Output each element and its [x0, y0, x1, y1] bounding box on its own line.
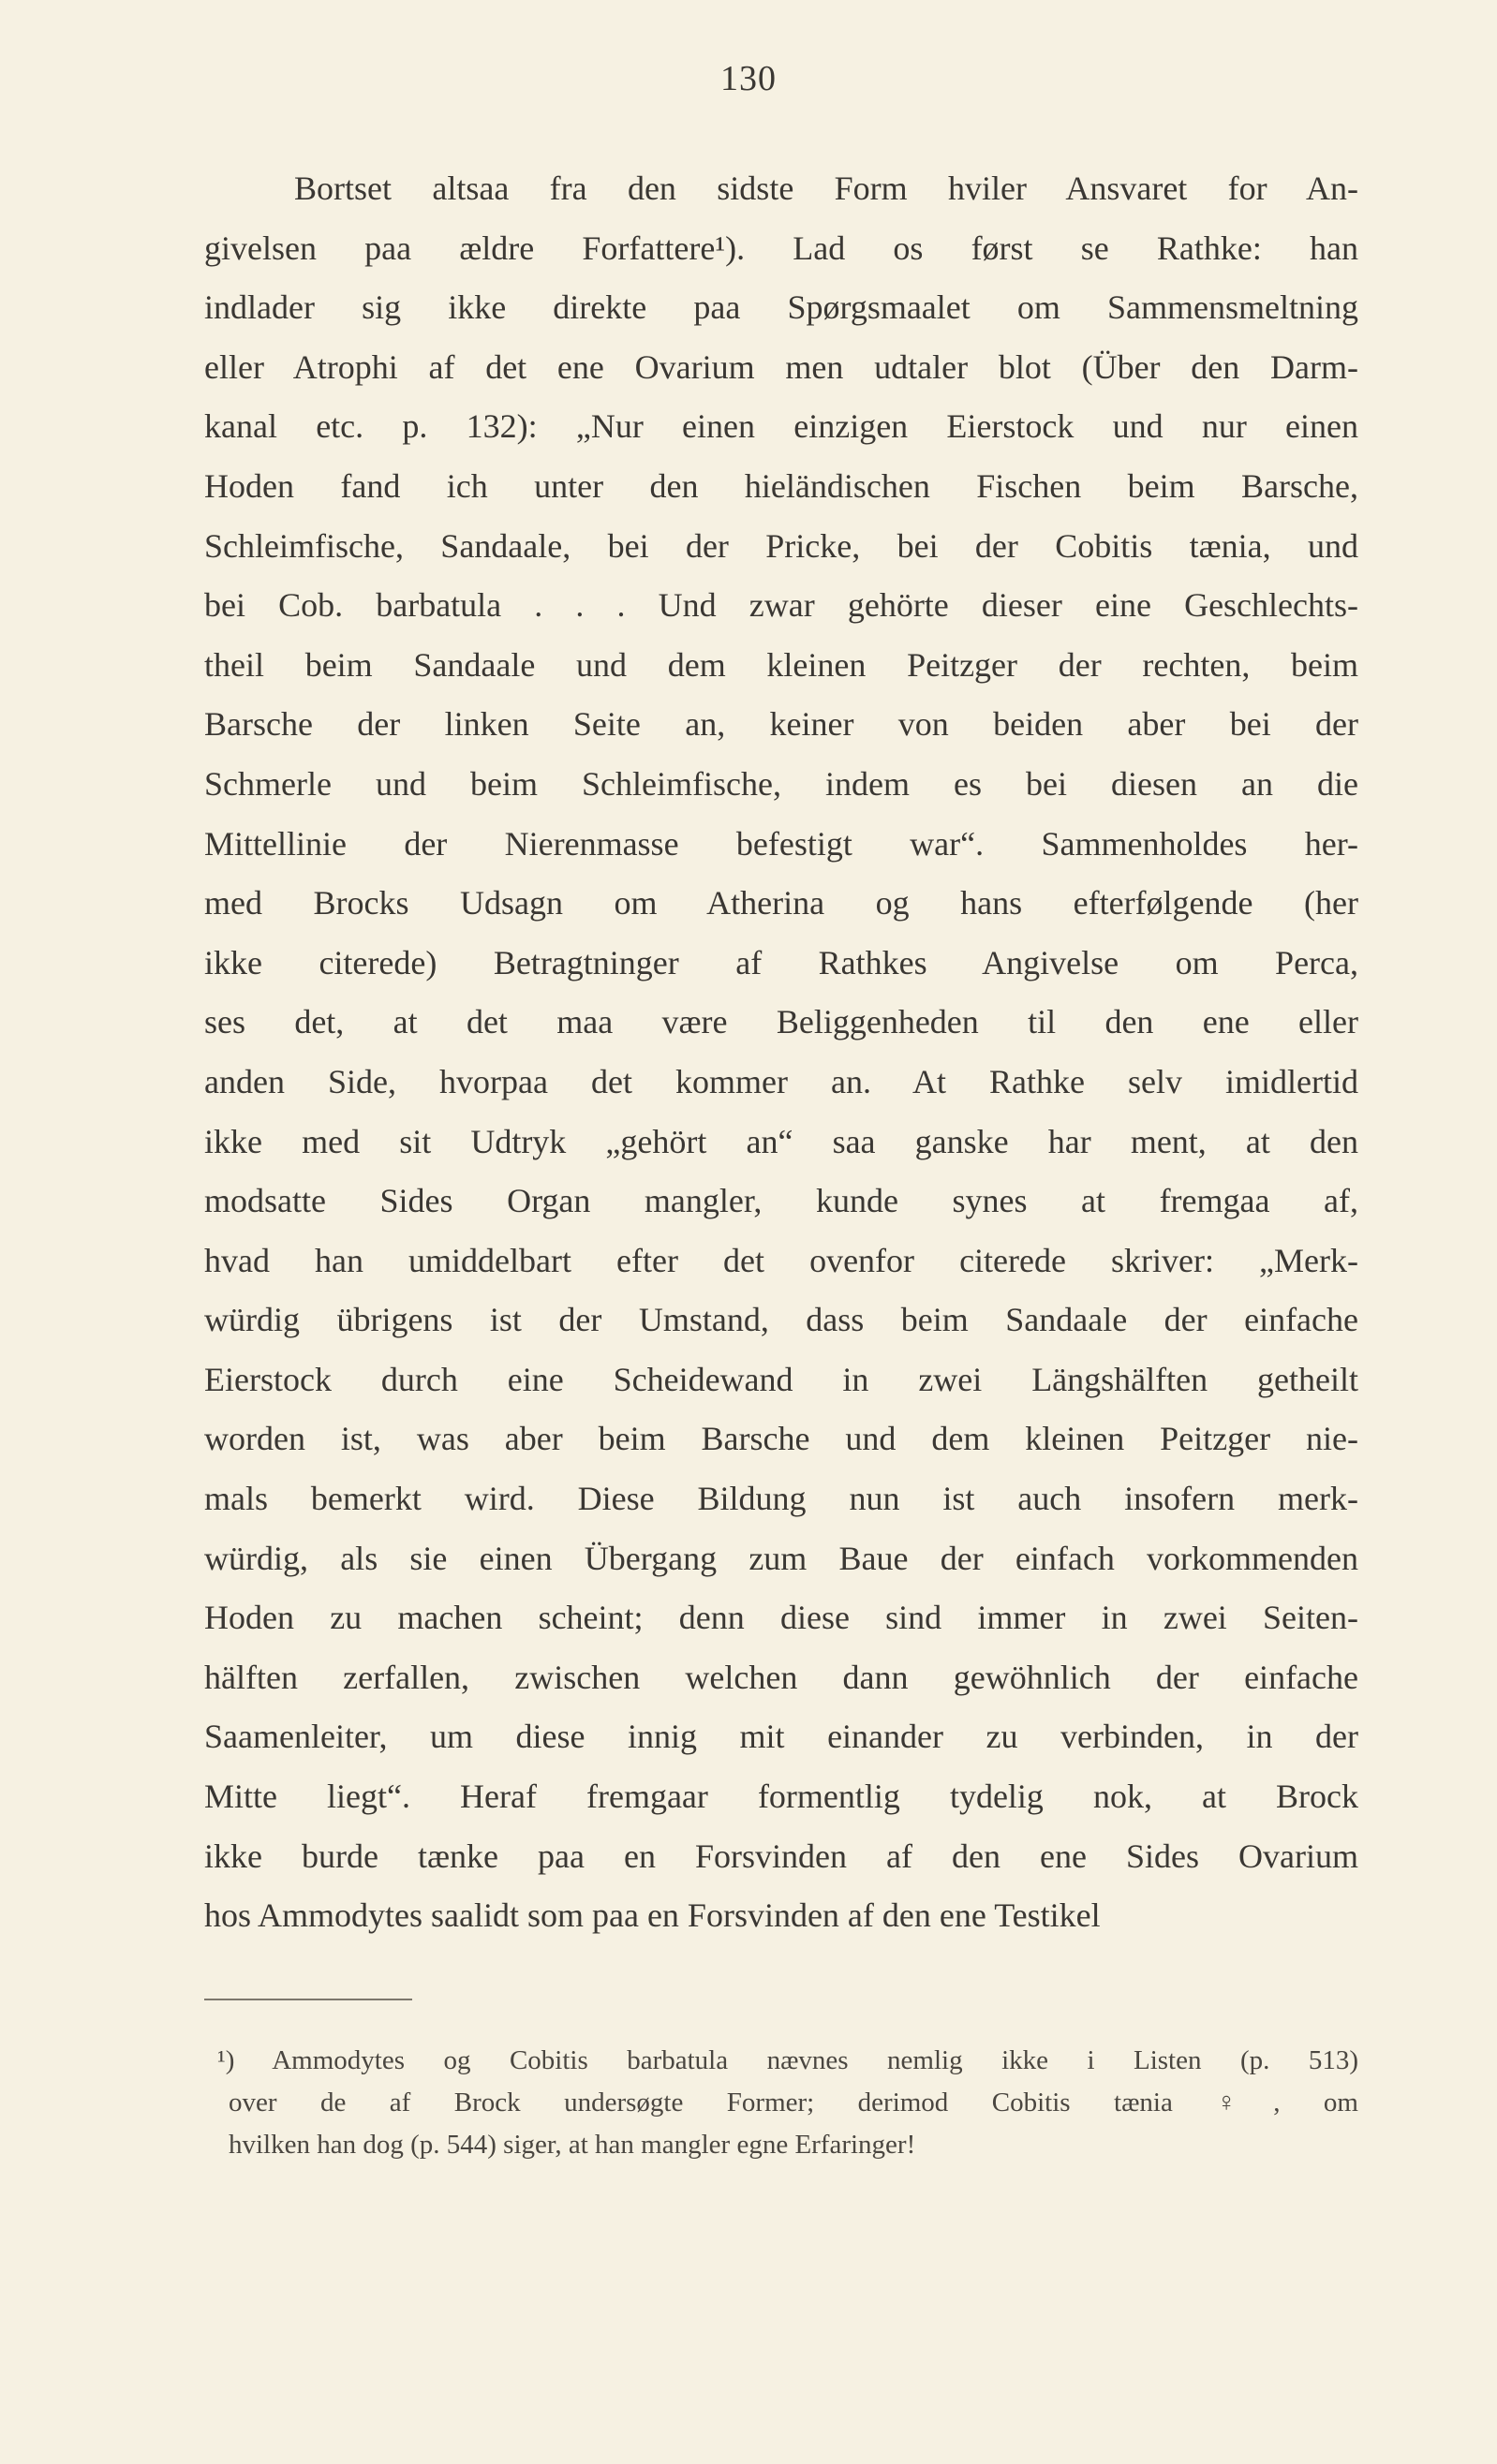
footnote-line: hvilken han dog (p. 544) siger, at han mangler egne Erfaringer!: [229, 2130, 916, 2160]
footnote-line: over de af Brock undersøgte Former; derimod Cobitis tænia ♀, om: [229, 2088, 1358, 2117]
text-line: Schmerle und beim Schleimfische, indem es bei diesen an die: [204, 764, 1358, 803]
text-line: Schleimfische, Sandaale, bei der Pricke, bei der Cobitis tænia, und: [204, 526, 1358, 565]
text-line: hvad han umiddelbart efter det ovenfor citerede skriver: „Merk-: [204, 1241, 1358, 1279]
text-line: worden ist, was aber beim Barsche und dem kleinen Peitzger nie-: [204, 1420, 1358, 1458]
text-line: Mittellinie der Nierenmasse befestigt war“. Sammenholdes her-: [204, 824, 1358, 863]
text-line: würdig, als sie einen Übergang zum Baue der einfach vorkommenden: [204, 1539, 1358, 1577]
text-line: kanal etc. p. 132): „Nur einen einzigen Eierstock und nur einen: [204, 407, 1358, 446]
text-line: givelsen paa ældre Forfattere¹). Lad os først se Rathke: han: [204, 229, 1358, 267]
footnote-line: ¹) Ammodytes og Cobitis barbatula nævnes nemlig ikke i Listen (p. 513): [217, 2045, 1358, 2075]
text-line: med Brocks Udsagn om Atherina og hans efterfølgende (her: [204, 884, 1358, 922]
text-line: theil beim Sandaale und dem kleinen Peitzger der rechten, beim: [204, 645, 1358, 684]
text-line: Saamenleiter, um diese innig mit einander zu verbinden, in der: [204, 1718, 1358, 1756]
text-line: Eierstock durch eine Scheidewand in zwei Längshälften getheilt: [204, 1360, 1358, 1398]
text-line: ikke med sit Udtryk „gehört an“ saa ganske har ment, at den: [204, 1122, 1358, 1160]
body-text: [204, 159, 1358, 1946]
text-line: bei Cob. barbatula . . . Und zwar gehörte dieser eine Geschlechts-: [204, 586, 1358, 625]
text-line: eller Atrophi af det ene Ovarium men udtaler blot (Über den Darm-: [204, 347, 1358, 386]
text-line: Barsche der linken Seite an, keiner von beiden aber bei der: [204, 705, 1358, 744]
text-line: ikke burde tænke paa en Forsvinden af den ene Sides Ovarium: [204, 1837, 1358, 1875]
text-line: Hoden fand ich unter den hieländischen Fischen beim Barsche,: [204, 466, 1358, 505]
footnote-separator: [204, 1999, 412, 2000]
page-number: 130: [720, 59, 777, 98]
text-line: hälften zerfallen, zwischen welchen dann gewöhnlich der einfache: [204, 1658, 1358, 1696]
text-line: indlader sig ikke direkte paa Spørgsmaalet om Sammensmeltning: [204, 288, 1358, 327]
text-line: würdig übrigens ist der Umstand, dass beim Sandaale der einfache: [204, 1301, 1358, 1339]
text-line: mals bemerkt wird. Diese Bildung nun ist auch insofern merk-: [204, 1480, 1358, 1518]
text-line: Bortset altsaa fra den sidste Form hviler Ansvaret for An-: [294, 170, 1358, 207]
text-line: Hoden zu machen scheint; denn diese sind immer in zwei Seiten-: [204, 1599, 1358, 1637]
footnotes: [217, 2040, 1358, 2166]
text-line: ikke citerede) Betragtninger af Rathkes Angivelse om Perca,: [204, 943, 1358, 981]
text-line: anden Side, hvorpaa det kommer an. At Rathke selv imidlertid: [204, 1062, 1358, 1100]
text-line: hos Ammodytes saalidt som paa en Forsvinden af den ene Testikel: [204, 1896, 1101, 1935]
text-line: ses det, at det maa være Beliggenheden til den ene eller: [204, 1003, 1358, 1041]
text-line: modsatte Sides Organ mangler, kunde synes at fremgaa af,: [204, 1182, 1358, 1220]
text-line: Mitte liegt“. Heraf fremgaar formentlig tydelig nok, at Brock: [204, 1778, 1358, 1816]
